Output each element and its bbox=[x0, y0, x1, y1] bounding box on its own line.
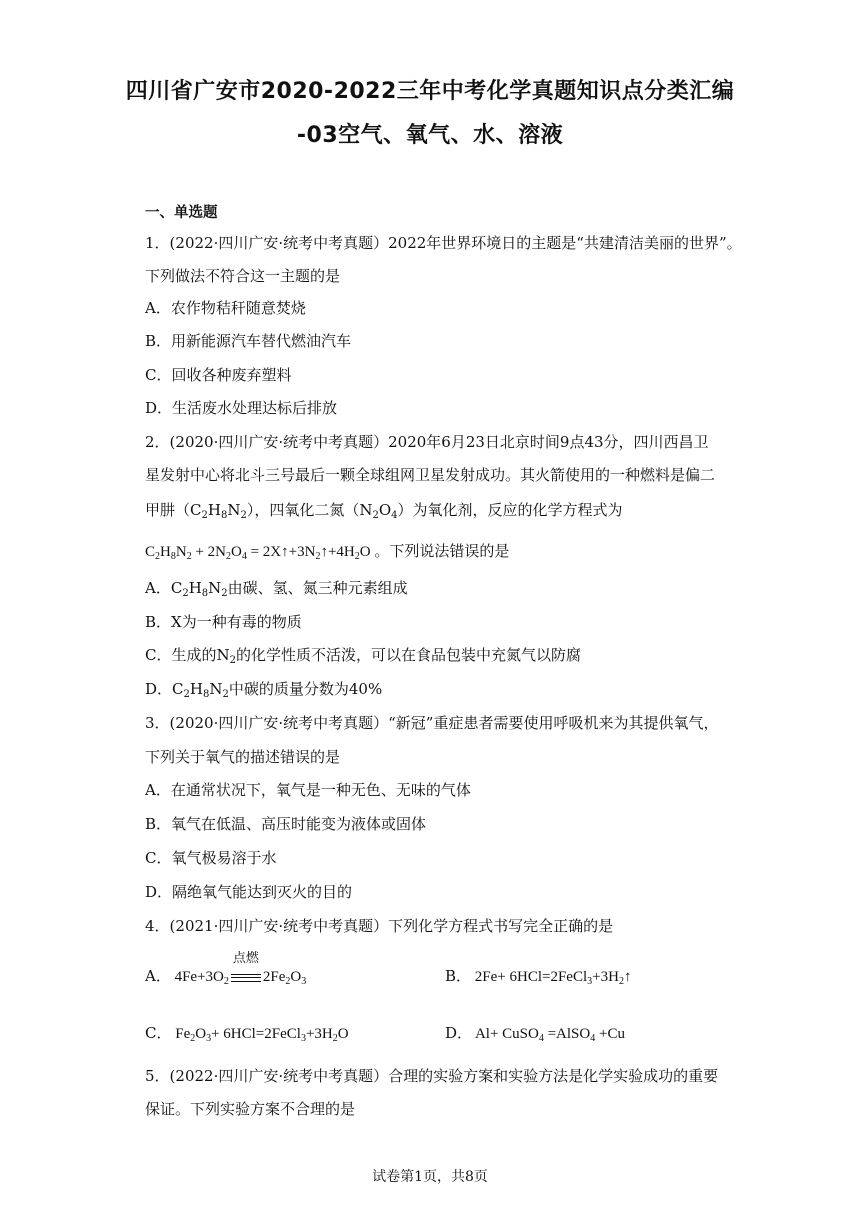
q4-option-a: A． $4Fe+3O_2$ 点燃 $2Fe_2O_3$ bbox=[145, 951, 307, 987]
q3-stem-line1: 3．(2020·四川广安·统考中考真题）“新冠”重症患者需要使用呼吸机来为其提供氧气， bbox=[145, 714, 719, 732]
q4-option-b: B． $2Fe+ 6HCl=2FeCl_3+3H_2↑$ bbox=[445, 967, 632, 987]
page-title-line1: 四川省广安市2020-2022三年中考化学真题知识点分类汇编 bbox=[125, 79, 735, 104]
q1-option-d: D．生活废水处理达标后排放 bbox=[145, 399, 338, 417]
page-footer: 试卷第1页，共8页 bbox=[372, 1169, 488, 1185]
q4-option-c: C． $Fe_2O_3+$ $6HCl=2FeCl_3+3H_2O$ bbox=[145, 1024, 349, 1044]
q1-stem-line2: 下列做法不符合这一主题的是 bbox=[145, 267, 341, 285]
q4-option-d: D． Al+ CuSO$_4$ =AlSO$_4$ +Cu bbox=[445, 1024, 625, 1044]
q1-option-b: B．用新能源汽车替代燃油汽车 bbox=[145, 332, 352, 350]
q2-option-d: D．$C_2H_8N_2$中碳的质量分数为40% bbox=[145, 680, 383, 700]
page-title-line2: -03空气、氧气、水、溶液 bbox=[296, 123, 564, 148]
q3-option-c: C．氧气极易溶于水 bbox=[145, 849, 277, 867]
q1-option-a: A．农作物秸秆随意焚烧 bbox=[145, 299, 306, 317]
q2-option-a: A．$C_2H_8N_2$由碳、氢、氮三种元素组成 bbox=[145, 579, 408, 599]
q3-option-b: B．氧气在低温、高压时能变为液体或固体 bbox=[145, 815, 427, 833]
q1-stem-line1: 1．(2022·四川广安·统考中考真题）2022年世界环境日的主题是“共建清洁美丽的世界”。 bbox=[145, 234, 742, 252]
q2-option-c: C．生成的$N_2$的化学性质不活泼，可以在食品包装中充氮气以防腐 bbox=[145, 646, 581, 666]
q5-stem-line2: 保证。下列实验方案不合理的是 bbox=[145, 1100, 356, 1118]
q2-equation: $C_2H_8N_2 + 2N_2O_4$ = $2X↑+3N_2↑+4H_2O$ 。下列说法错误的是 bbox=[145, 542, 510, 562]
q3-stem-line2: 下列关于氧气的描述错误的是 bbox=[145, 748, 341, 766]
section-heading: 一、单选题 bbox=[145, 205, 218, 221]
q3-option-d: D．隔绝氧气能达到灭火的目的 bbox=[145, 883, 353, 901]
q3-option-a: A．在通常状况下，氧气是一种无色、无味的气体 bbox=[145, 781, 471, 799]
q5-stem-line1: 5．(2022·四川广安·统考中考真题）合理的实验方案和实验方法是化学实验成功的重要 bbox=[145, 1067, 719, 1085]
q2-option-b: B．X为一种有毒的物质 bbox=[145, 613, 302, 631]
q2-stem-line1: 2．(2020·四川广安·统考中考真题）2020年6月23日北京时间9点43分，四川西昌卫 bbox=[145, 433, 709, 451]
q4-reaction-condition: 点燃 bbox=[231, 967, 261, 987]
q1-option-c: C．回收各种废弃塑料 bbox=[145, 366, 292, 384]
q4-stem: 4．(2021·四川广安·统考中考真题）下列化学方程式书写完全正确的是 bbox=[145, 917, 614, 935]
q2-stem-line2: 星发射中心将北斗三号最后一颗全球组网卫星发射成功。其火箭使用的一种燃料是偏二 bbox=[145, 466, 716, 484]
q2-stem-line3: 甲肼$(C_2H_8N_2)$，四氧化二氮$(N_2O_4)$为氧化剂，反应的化学方程式为 bbox=[145, 501, 623, 521]
